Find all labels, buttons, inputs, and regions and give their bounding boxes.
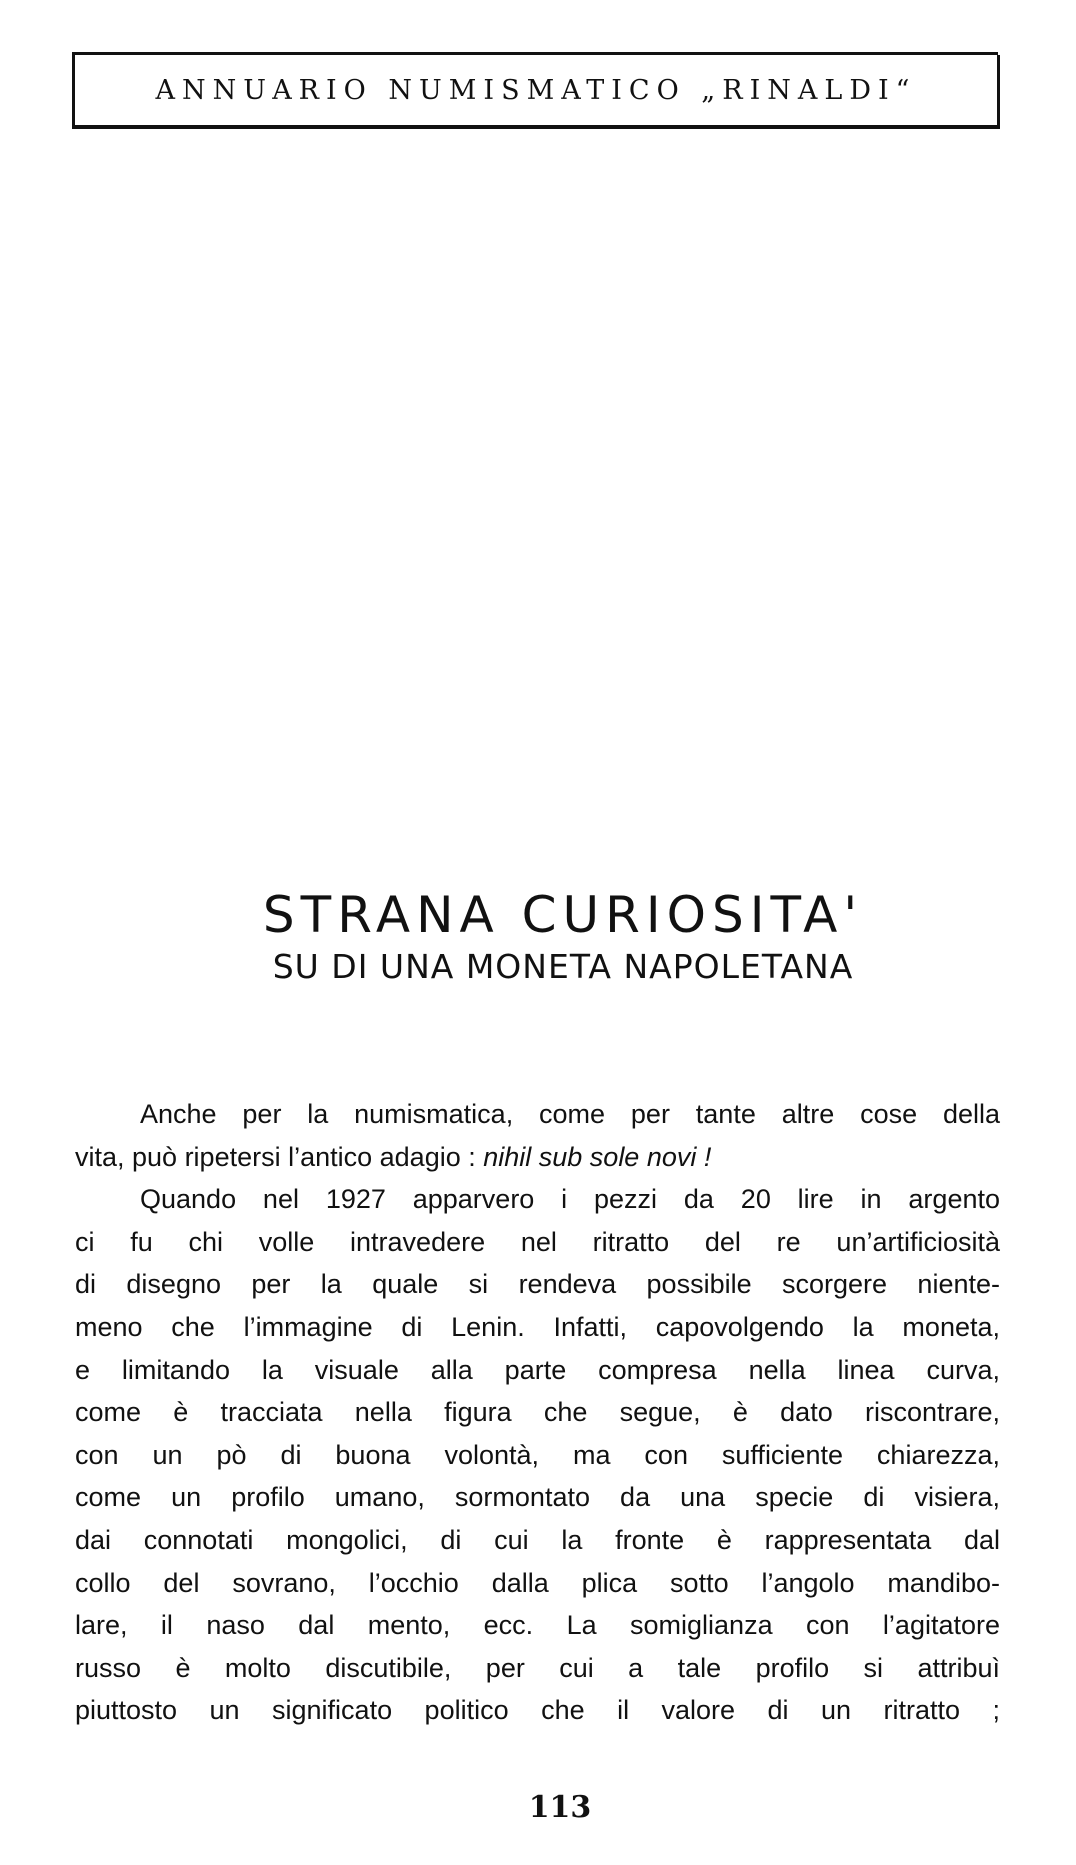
body-line: e limitando la visuale alla parte compresa nella linea curva, [75, 1354, 1000, 1385]
body-line: con un pò di buona volontà, ma con sufficiente chiarezza, [75, 1439, 1000, 1470]
body-line: meno che l’immagine di Lenin. Infatti, capovolgendo la moneta, [75, 1311, 1000, 1342]
body-line: collo del sovrano, l’occhio dalla plica sotto l’angolo mandibo- [75, 1567, 1000, 1598]
body-line: come è tracciata nella figura che segue, è dato riscontrare, [75, 1397, 1000, 1428]
running-header [72, 55, 1000, 125]
body-line: ci fu chi volle intravedere nel ritratto del re un’artificiosità [75, 1226, 1000, 1257]
body-line: russo è molto discutibile, per cui a tale profilo si attribuì [75, 1652, 1000, 1683]
article-title: STRANA CURIOSITA' [262, 886, 864, 944]
body-line: dai connotati mongolici, di cui la fronte è rappresentata dal [75, 1524, 1000, 1555]
body-line: lare, il naso dal mento, ecc. La somiglianza con l’agitatore [75, 1610, 1000, 1641]
header-bottom-rule [72, 125, 1000, 129]
body-line: come un profilo umano, sormontato da una specie di visiera, [75, 1482, 1000, 1513]
running-header-title: ANNUARIO NUMISMATICO „RINALDI“ [155, 74, 917, 106]
latin-quote: nihil sub sole novi ! [483, 1141, 712, 1172]
article-body [75, 1093, 1000, 1732]
article-subtitle: SU DI UNA MONETA NAPOLETANA [272, 947, 854, 986]
body-line: di disegno per la quale si rendeva possibile scorgere niente- [75, 1269, 1000, 1300]
page-number: 113 [528, 1790, 592, 1825]
body-line [75, 1136, 1000, 1179]
body-line: piuttosto un significato politico che il valore di un ritratto ; [75, 1695, 1000, 1726]
body-line: Anche per la numismatica, come per tante altre cose della [140, 1099, 1000, 1129]
body-line-text: vita, può ripetersi l’antico adagio : [75, 1141, 484, 1172]
article-title-block [0, 885, 1076, 987]
body-line: Quando nel 1927 apparvero i pezzi da 20 lire in argento [140, 1184, 1000, 1215]
